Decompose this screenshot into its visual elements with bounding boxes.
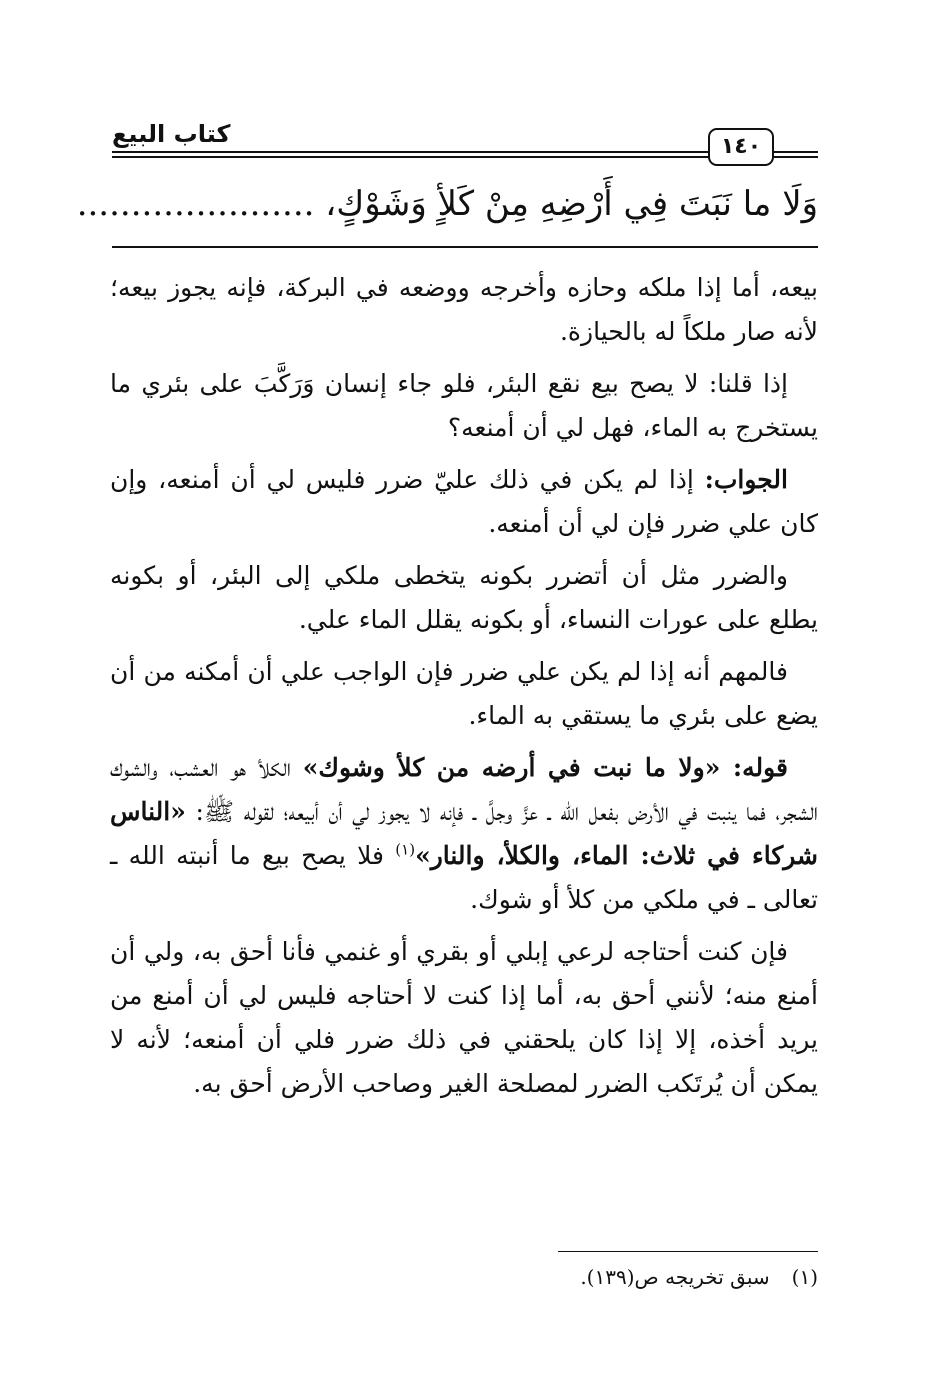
paragraph — [110, 746, 818, 922]
paragraph-text: إذا قلنا: لا يصح بيع نقع البئر، فلو جاء إنسان وَرَكَّبَ على بئري ما يستخرج به الماء، فهل لي أن أمنعه؟ — [110, 369, 818, 442]
paragraph-text: فلا يصح بيع ما أنبته الله ـ تعالى ـ في ملكي من كلأ أو شوك. — [110, 841, 818, 914]
running-header — [112, 120, 818, 172]
book-title: كتاب البيع — [112, 120, 231, 148]
paragraph-text: فإن كنت أحتاجه لرعي إبلي أو بقري أو غنمي فأنا أحق به، ولي أن أمنع منه؛ لأنني أحق به، أما إذا كنت لا أحتاجه فليس لي أن أمنع من يريد أخذه، إلا إذا كان يلحقني في ذلك ضرر فلي أن أمنعه؛ لأنه لا يمكن أن يُرتَكب الضرر لمصلحة الغير وصاحب الأرض أحق به. — [110, 937, 818, 1098]
footnote-divider — [558, 1251, 818, 1252]
paragraph-text: بيعه، أما إذا ملكه وحازه وأخرجه ووضعه في البركة، فإنه يجوز بيعه؛ لأنه صار ملكاً له بالحيازة. — [110, 273, 818, 346]
answer-heading: الجواب: — [704, 465, 788, 494]
footnote-number: (١) — [791, 1265, 818, 1289]
paragraph-text: والضرر مثل أن أتضرر بكونه يتخطى ملكي إلى البئر، أو بكونه يطلع على عورات النساء، أو بكونه يقلل الماء علي. — [110, 561, 818, 634]
matn-text: وَلَا ما نَبَتَ فِي أَرْضِهِ مِنْ كَلأٍ وَشَوْكٍ، ...................... — [76, 184, 818, 224]
paragraph — [110, 362, 818, 450]
footnote — [318, 1262, 818, 1292]
quoted-matn: قوله: «ولا ما نبت في أرضه من كلأ وشوك» — [302, 753, 788, 782]
paragraph — [110, 554, 818, 642]
paragraph-text: إذا لم يكن في ذلك عليّ ضرر فليس لي أن أمنعه، وإن كان علي ضرر فإن لي أن أمنعه. — [110, 465, 818, 538]
paragraph — [110, 930, 818, 1106]
commentary-body — [110, 266, 818, 1114]
paragraph — [110, 458, 818, 546]
paragraph-text: فالمهم أنه إذا لم يكن علي ضرر فإن الواجب علي أن أمكنه من أن يضع على بئري ما يستقي به الماء. — [110, 657, 818, 730]
page-number: ١٤٠ — [708, 128, 774, 166]
paragraph — [110, 650, 818, 738]
header-rule-short — [774, 151, 818, 158]
footnote-text: سبق تخريجه ص(١٣٩). — [580, 1265, 770, 1289]
paragraph-text: الكلأ هو العشب، والشوك الشجر، فما ينبت في الأرض بفعل الله ـ عزَّ وجلَّ ـ فإنه لا يجوز لي أن أبيعه؛ لقوله ﷺ: — [110, 753, 818, 826]
footnote-ref[interactable]: (١) — [395, 840, 416, 859]
header-rule — [112, 151, 716, 158]
paragraph — [110, 266, 818, 354]
hadith-quote: «الناس شركاء في ثلاث: الماء، والكلأ، والنار» — [110, 797, 818, 870]
matn-divider — [112, 246, 818, 248]
